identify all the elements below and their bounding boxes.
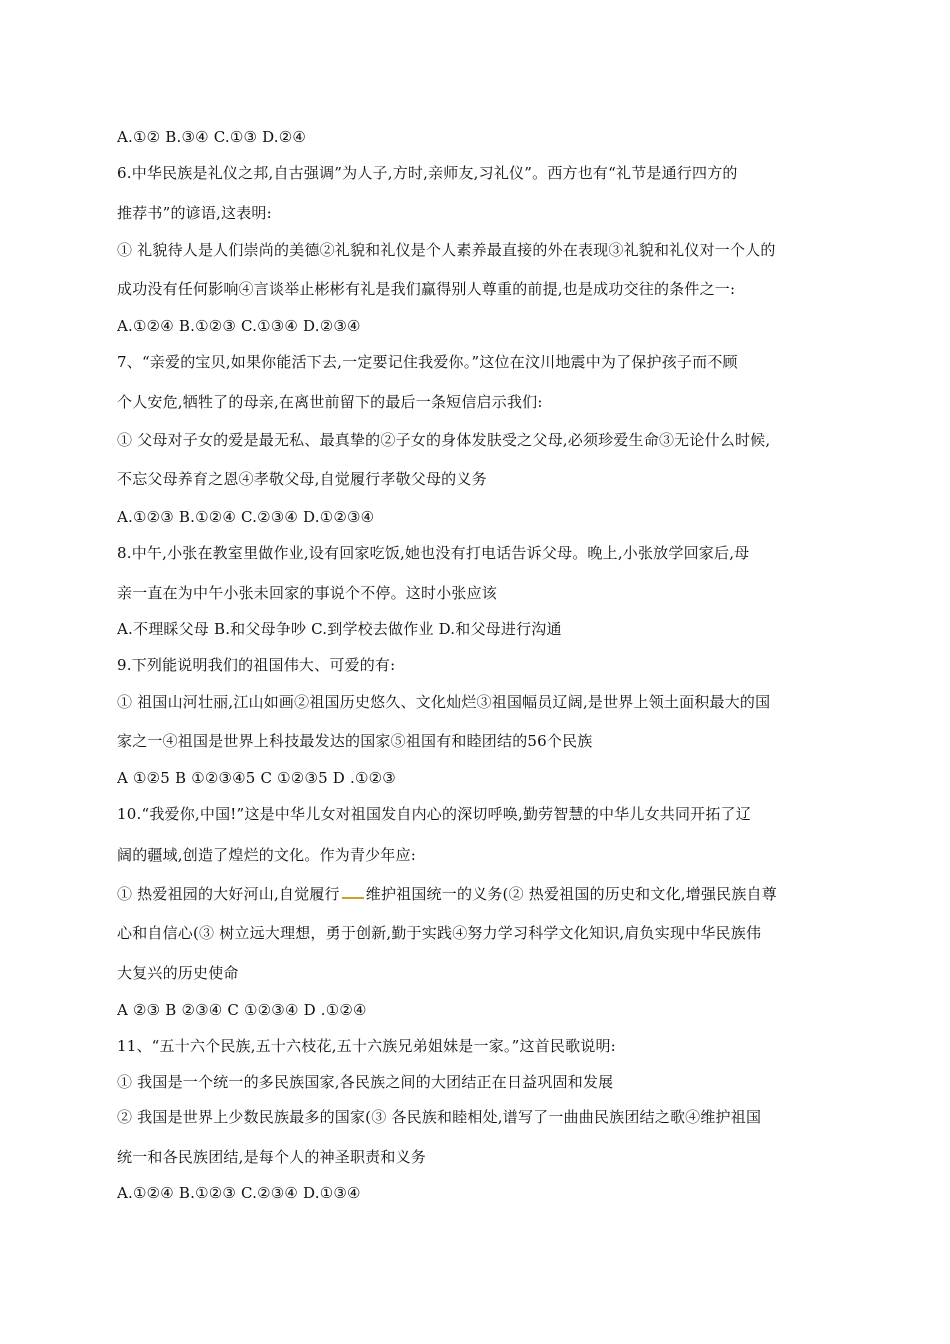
q10-statements-part-2: 维护祖国统一的义务(② 热爱祖国的历史和文化,增强民族自尊: [365, 885, 777, 903]
q10-statements-line-1: [117, 884, 850, 904]
q10-statements-part-1: ① 热爱祖园的大好河山,自觉履行: [117, 885, 340, 903]
fill-blank-underline: [342, 887, 364, 899]
q8-stem-line-1: 8.中午,小张在教室里做作业,设有回家吃饭,她也没有打电话告诉父母。晚上,小张放学回家后,母: [117, 544, 750, 562]
q7-stem-line-1: 7、“亲爱的宝贝,如果你能活下去,一定要记住我爱你。”这位在汶川地震中为了保护孩子而不顾: [117, 353, 738, 371]
q8-options: A.不理睬父母 B.和父母争吵 C.到学校去做作业 D.和父母进行沟通: [117, 620, 562, 638]
q9-statements-line-2: 家之一④祖国是世界上科技最发达的国家⑤祖国有和睦团结的56个民族: [117, 732, 593, 750]
q10-statements-line-2: 心和自信心(③ 树立远大理想，勇于创新,勤于实践④努力学习科学文化知识,肩负实现中华民族伟: [117, 924, 762, 942]
q9-statements-line-1: ① 祖国山河壮丽,江山如画②祖国历史悠久、文化灿烂③祖国幅员辽阔,是世界上领土面积最大的国: [117, 693, 771, 711]
q10-statements-line-3: 大复兴的历史使命: [117, 964, 239, 982]
q6-stem-line-2: 推荐书”的谚语,这表明:: [117, 204, 272, 222]
q11-statements-line-2: ② 我国是世界上少数民族最多的国家(③ 各民族和睦相处,谱写了一曲曲民族团结之歌④维护祖国: [117, 1108, 762, 1126]
q6-statements-line-1: ① 礼貌待人是人们崇尚的美德②礼貌和礼仪是个人素养最直接的外在表现③礼貌和礼仪对一个人的: [117, 241, 776, 259]
q7-options: A.①②③ B.①②④ C.②③④ D.①②③④: [117, 508, 375, 526]
q7-statements-line-2: 不忘父母养育之恩④孝敬父母,自觉履行孝敬父母的义务: [117, 470, 487, 488]
q6-statements-line-2: 成功没有任何影响④言谈举止彬彬有礼是我们赢得别人尊重的前提,也是成功交往的条件之一:: [117, 280, 736, 298]
q6-stem-line-1: 6.中华民族是礼仪之邦,自古强调”为人子,方时,亲师友,习礼仪”。西方也有“礼节是通行四方的: [117, 164, 738, 182]
q11-options: A.①②④ B.①②③ C.②③④ D.①③④: [117, 1184, 361, 1202]
q10-stem-line-2: 阔的疆域,创造了煌烂的文化。作为青少年应:: [117, 846, 417, 864]
q9-options: A ①②5 B ①②③④5 C ①②③5 D .①②③: [117, 769, 396, 787]
q7-stem-line-2: 个人安危,牺牲了的母亲,在离世前留下的最后一条短信启示我们:: [117, 393, 543, 411]
q11-statement-1: ① 我国是一个统一的多民族国家,各民族之间的大团结正在日益巩固和发展: [117, 1073, 614, 1091]
q8-stem-line-2: 亲一直在为中午小张未回家的事说个不停。这时小张应该: [117, 584, 498, 602]
q5-options: A.①② B.③④ C.①③ D.②④: [117, 128, 307, 146]
q11-statements-line-3: 统一和各民族团结,是每个人的神圣职责和义务: [117, 1148, 426, 1166]
q9-stem: 9.下列能说明我们的祖国伟大、可爱的有:: [117, 656, 396, 674]
q6-options: A.①②④ B.①②③ C.①③④ D.②③④: [117, 317, 361, 335]
q7-statements-line-1: ① 父母对子女的爱是最无私、最真挚的②子女的身体发肤受之父母,必须珍爱生命③无论什么时候,: [117, 431, 771, 449]
q10-options: A ②③ B ②③④ C ①②③④ D .①②④: [117, 1001, 367, 1019]
q10-stem-line-1: 10.“我爱你,中国!”这是中华儿女对祖国发自内心的深切呼唤,勤劳智慧的中华儿女共同开拓了辽: [117, 805, 751, 823]
q11-stem: 11、“五十六个民族,五十六枝花,五十六族兄弟姐妹是一家。”这首民歌说明:: [117, 1037, 616, 1055]
